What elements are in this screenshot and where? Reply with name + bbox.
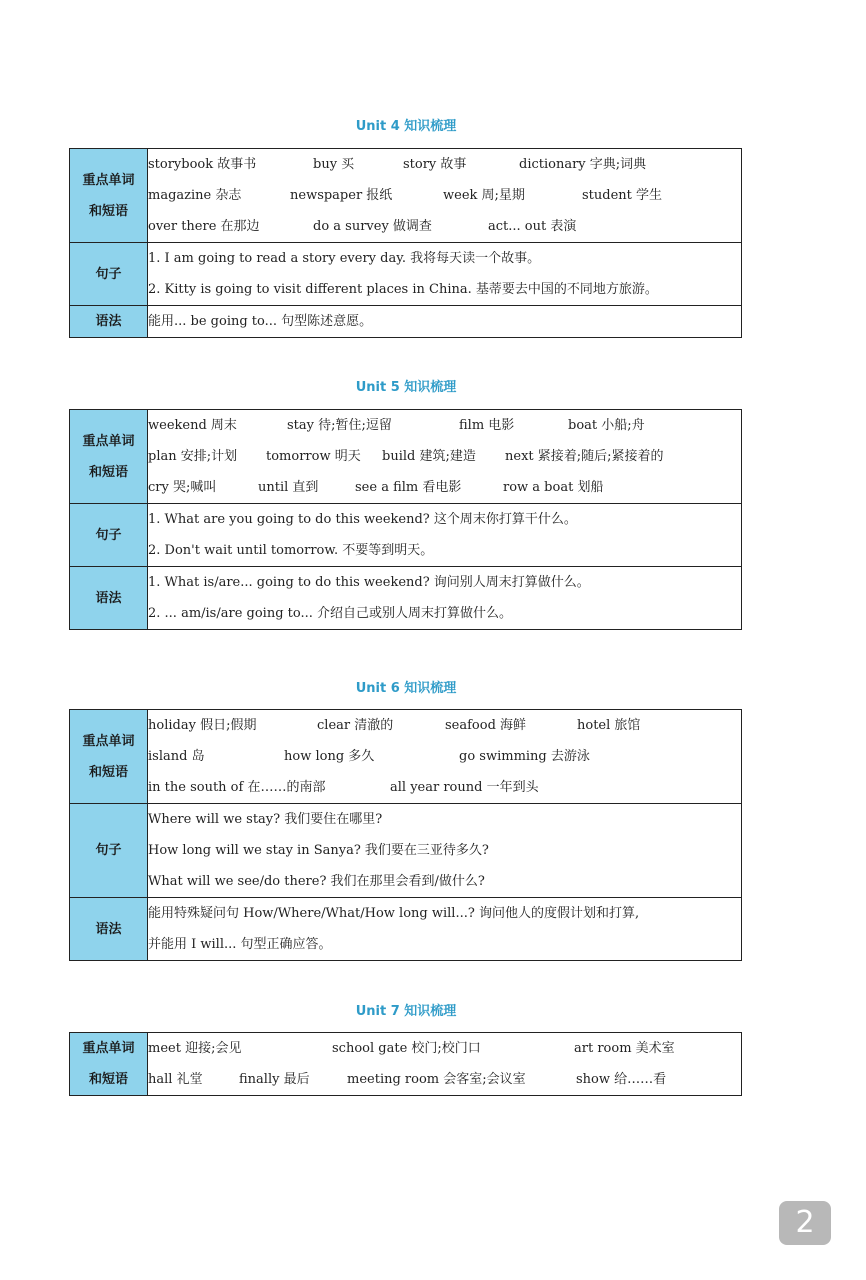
vocab-item: newspaper 报纸: [290, 188, 393, 203]
unit4-title: Unit 4 知识梳理: [355, 119, 457, 134]
vocab-item: seafood 海鲜: [445, 718, 527, 733]
unit5-title: Unit 5 知识梳理: [355, 380, 457, 395]
vocab-item: plan 安排;计划: [148, 449, 238, 464]
page-number-badge: 2: [779, 1201, 831, 1245]
vocab-item: next 紧接着;随后;紧接着的: [505, 449, 664, 464]
vocab-item: how long 多久: [284, 749, 375, 764]
grammar-cell: [148, 567, 742, 630]
vocab-item: hotel 旅馆: [577, 718, 641, 733]
vocab-item: meeting room 会客室;会议室: [347, 1072, 526, 1087]
vocab-item: dictionary 字典;词典: [519, 157, 647, 172]
grammar-line: 1. What is/are... going to do this weekend? 询问别人周末打算做什么。: [148, 575, 590, 590]
grammar-label: 语法: [70, 898, 148, 961]
vocab-item: film 电影: [459, 418, 515, 433]
sentence-cell: [148, 243, 742, 306]
grammar-line: 2. ... am/is/are going to... 介绍自己或别人周末打算做什么。: [148, 606, 513, 621]
vocab-cell: [148, 710, 742, 804]
vocab-item: boat 小船;舟: [568, 418, 645, 433]
vocab-item: act... out 表演: [488, 219, 577, 234]
vocab-item: meet 迎接;会见: [148, 1041, 242, 1056]
grammar-cell: [148, 306, 742, 338]
vocab-cell: [148, 410, 742, 504]
unit7-title: Unit 7 知识梳理: [355, 1004, 457, 1019]
vocab-item: story 故事: [403, 157, 467, 172]
sentence: 2. Kitty is going to visit different places in China. 基蒂要去中国的不同地方旅游。: [148, 282, 658, 297]
sentence: Where will we stay? 我们要住在哪里?: [148, 812, 383, 827]
grammar-label: 语法: [70, 306, 148, 338]
vocab-item: island 岛: [148, 749, 205, 764]
grammar-line: 能用... be going to... 句型陈述意愿。: [148, 314, 373, 329]
grammar-cell: [148, 898, 742, 961]
vocab-item: show 给……看: [576, 1072, 667, 1087]
vocab-cell: [148, 1033, 742, 1096]
vocab-item: go swimming 去游泳: [459, 749, 590, 764]
vocab-cell: [148, 149, 742, 243]
vocab-label: 重点单词 和短语: [70, 410, 148, 504]
vocab-item: art room 美术室: [574, 1041, 675, 1056]
vocab-item: in the south of 在……的南部: [148, 780, 326, 795]
grammar-line: 并能用 I will... 句型正确应答。: [148, 937, 332, 952]
vocab-item: buy 买: [313, 157, 355, 172]
sentence: 1. I am going to read a story every day. 我将每天读一个故事。: [148, 251, 541, 266]
sentence-label: 句子: [70, 804, 148, 898]
vocab-label: 重点单词 和短语: [70, 1033, 148, 1096]
vocab-item: over there 在那边: [148, 219, 260, 234]
vocab-item: do a survey 做调查: [313, 219, 432, 234]
vocab-item: school gate 校门;校门口: [332, 1041, 481, 1056]
vocab-item: row a boat 划船: [503, 480, 604, 495]
vocab-item: magazine 杂志: [148, 188, 242, 203]
unit5-table: [69, 409, 742, 630]
vocab-label: 重点单词 和短语: [70, 149, 148, 243]
sentence-cell: [148, 804, 742, 898]
vocab-item: tomorrow 明天: [266, 449, 361, 464]
vocab-item: storybook 故事书: [148, 157, 257, 172]
unit4-table: [69, 148, 742, 338]
sentence-cell: [148, 504, 742, 567]
vocab-item: cry 哭;喊叫: [148, 480, 217, 495]
unit6-table: [69, 709, 742, 961]
vocab-item: clear 清澈的: [317, 718, 394, 733]
unit7-table: [69, 1032, 742, 1096]
vocab-item: build 建筑;建造: [382, 449, 476, 464]
sentence: What will we see/do there? 我们在那里会看到/做什么?: [148, 874, 485, 889]
vocab-item: until 直到: [258, 480, 319, 495]
vocab-label: 重点单词 和短语: [70, 710, 148, 804]
vocab-item: finally 最后: [239, 1072, 310, 1087]
vocab-item: stay 待;暂住;逗留: [287, 418, 392, 433]
sentence: 2. Don't wait until tomorrow. 不要等到明天。: [148, 543, 434, 558]
vocab-item: weekend 周末: [148, 418, 237, 433]
sentence: 1. What are you going to do this weekend? 这个周末你打算干什么。: [148, 512, 577, 527]
vocab-item: all year round 一年到头: [390, 780, 539, 795]
vocab-item: holiday 假日;假期: [148, 718, 257, 733]
grammar-line: 能用特殊疑问句 How/Where/What/How long will...? 询问他人的度假计划和打算,: [148, 906, 640, 921]
vocab-item: week 周;星期: [443, 188, 525, 203]
vocab-item: hall 礼堂: [148, 1072, 203, 1087]
vocab-item: see a film 看电影: [355, 480, 462, 495]
sentence-label: 句子: [70, 243, 148, 306]
grammar-label: 语法: [70, 567, 148, 630]
sentence: How long will we stay in Sanya? 我们要在三亚待多久?: [148, 843, 489, 858]
sentence-label: 句子: [70, 504, 148, 567]
vocab-item: student 学生: [582, 188, 663, 203]
unit6-title: Unit 6 知识梳理: [355, 681, 457, 696]
